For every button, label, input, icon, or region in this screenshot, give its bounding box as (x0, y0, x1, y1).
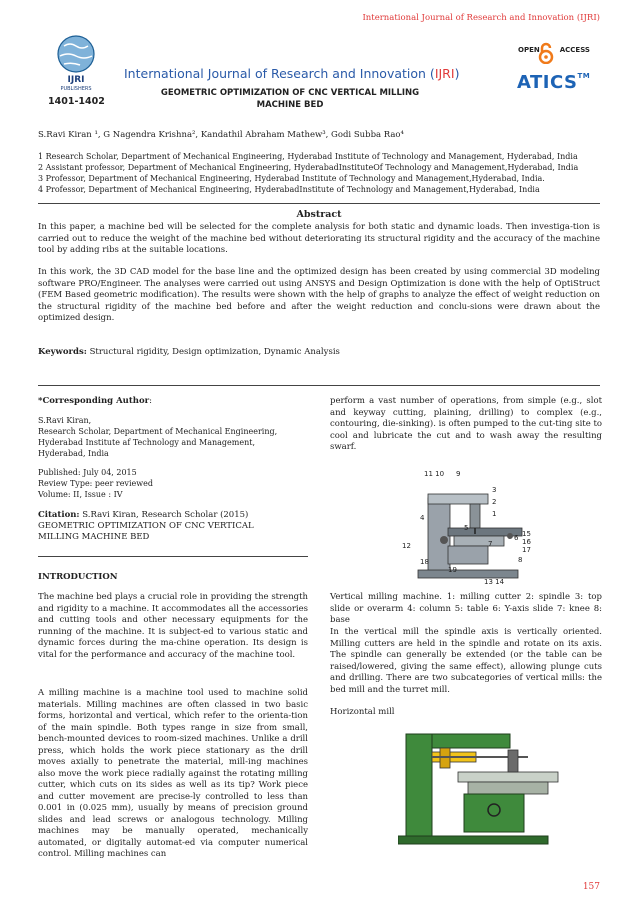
open-access-lock-icon (538, 42, 554, 68)
right-paragraph-1: perform a vast number of operations, from simple (e.g., slot and keyway cutting, plaining, drilling) to complex (e.g., contouring, die-sinking). is often pumped to the cut-ting site to cool and lubricate the cut and to wash away the resulting swarf. (330, 396, 602, 452)
divider (38, 385, 600, 386)
logo-subtext: PUBLISHERS (60, 86, 92, 92)
introduction-paragraph-2: A milling machine is a machine tool used to machine solid materials. Milling machines are often classed in two basic forms, horizontal and vertical, which refer to the orienta-tion of the main spindle. Both types range in size from small, bench-mounted devices to room-sized machines. Unlike a drill press, which holds the work piece stationary as the drill moves axially to penetrate the material, mill-ing machines also move the work piece radially against the rotating milling cutter, which cuts on its sides as well as its tip? Work piece and cutter movement are precise-ly controlled to less than 0.001 in (0.025 mm), usually by means of precision ground slides and lead screws or analogous technology. Milling machines may be manually operated, mechanically automated, or digitally automat-ed via computer numerical control. Milling machines can (38, 688, 308, 859)
atics-logo: ATICS™ (517, 72, 591, 93)
affiliation-4: 4 Professor, Department of Mechanical Engineering, HyderabadInstitute of Technology and Management,Hyderabad, India (38, 185, 540, 194)
fig-label: 15 (522, 530, 531, 538)
published-date: Published: July 04, 2015 (38, 468, 137, 477)
abstract-paragraph-1: In this paper, a machine bed will be selected for the complete analysis for both static and dynamic loads. Then investiga-tion is carried out to reduce the weight of the machine bed without deteriorating its structural rigidity and the accuracy of the machine tool by adding ribs at the suitable locations. (38, 222, 600, 255)
fig-label: 3 (492, 486, 497, 494)
fig-label: 1 (492, 510, 497, 518)
vertical-milling-machine-figure (398, 470, 538, 586)
review-type: Review Type: peer reviewed (38, 479, 153, 488)
fig-label: 19 (448, 566, 457, 574)
fig-label: 9 (456, 470, 461, 478)
fig-label: 6 (514, 534, 519, 542)
fig-label: 4 (420, 514, 425, 522)
fig-label: 7 (488, 540, 493, 548)
abstract-paragraph-2: In this work, the 3D CAD model for the base line and the optimized design has been created by using commercial 3D modeling software PRO/Engineer. The analyses were carried out using ANSYS and Design Optimization is done with the help of OptiStruct (FEM Based geometric modification). The results were shown with the help of graphs to analyze the effect of weight reduction on the structural rigidity of the machine bed before and after the weight reduction and conclu-sions were drawn about the optimized design. (38, 267, 600, 323)
fig-label: 12 (402, 542, 411, 550)
affiliation-3: 3 Professor, Department of Mechanical Engineering, Hyderabad Institute of Technology and Management,Hyderabad, India. (38, 174, 545, 183)
fig-label: 18 (420, 558, 429, 566)
logo-text: IJRI (67, 75, 85, 85)
fig-label: 17 (522, 546, 531, 554)
abstract-heading: Abstract (296, 209, 342, 220)
journal-title: International Journal of Research and Innovation (IJRI) (124, 66, 460, 81)
fig-label: 11 10 (424, 470, 445, 478)
running-head: International Journal of Research and Innovation (IJRI) (362, 13, 600, 23)
paper-title: GEOMETRIC OPTIMIZATION OF CNC VERTICAL MILLING MACHINE BED (160, 88, 420, 110)
affiliations (38, 151, 608, 195)
authors: S.Ravi Kiran ¹, G Nagendra Krishna², Kandathil Abraham Mathew³, Godi Subba Rao⁴ (38, 130, 404, 140)
volume-issue: Volume: II, Issue : IV (38, 490, 123, 499)
affiliation-1: 1 Research Scholar, Department of Mechanical Engineering, Hyderabad Institute of Technology and Management, Hyderabad, India (38, 152, 578, 161)
divider (38, 556, 308, 557)
ijri-logo (46, 32, 106, 98)
issn-number: 1401-1402 (48, 96, 105, 107)
affiliation-2: 2 Assistant professor, Department of Mechanical Engineering, HyderabadInstituteOf Technology and Management,Hyderabad, India (38, 163, 579, 172)
fig-label: 8 (518, 556, 523, 564)
horizontal-mill-label: Horizontal mill (330, 707, 395, 717)
figure-caption: Vertical milling machine. 1: milling cutter 2: spindle 3: top slide or overarm 4: column 5: table 6: Y-axis slide 7: knee 8: base (330, 592, 602, 625)
corresponding-author: *Corresponding Author: S.Ravi Kiran, Research Scholar, Department of Mechanical Engineering, Hyderabad Institute af Technology and Management, Hyderabad, India Published: July 04, 2015 Review Type: peer reviewed Volume: II, Issue : IV Citation: S.Ravi Kiran, Research Scholar (2015) GEOMETRIC OPTIMIZATION OF CNC VERTICAL MILLING MACHINE BED (38, 396, 308, 543)
introduction-paragraph-1: The machine bed plays a crucial role in providing the strength and rigidity to a machine. It accommodates all the accessories and cutting tools and other necessary equipments for the running of the machine. It is subject-ed to various static and dynamic forces during the ma-chine operation. Its design is vital for the performance and accuracy of the machine tool. (38, 592, 308, 660)
right-paragraph-2: In the vertical mill the spindle axis is vertically oriented. Milling cutters are held in the spindle and rotate on its axis. The spindle can generally be extended (or the table can be raised/lowered, giving the same effect), allowing plunge cuts and drilling. There are two subcategories of vertical mills: the bed mill and the turret mill. (330, 627, 602, 695)
fig-label: 5 (464, 524, 469, 532)
divider (38, 203, 600, 204)
introduction-heading: INTRODUCTION (38, 572, 118, 582)
horizontal-mill-figure (398, 726, 570, 846)
page-number: 157 (582, 882, 600, 892)
keywords: Keywords: Structural rigidity, Design optimization, Dynamic Analysis (38, 347, 340, 357)
fig-label: 13 14 (484, 578, 505, 586)
fig-label: 2 (492, 498, 497, 506)
fig-label: 16 (522, 538, 531, 546)
open-access-label: OPEN ACCESS (518, 46, 590, 54)
